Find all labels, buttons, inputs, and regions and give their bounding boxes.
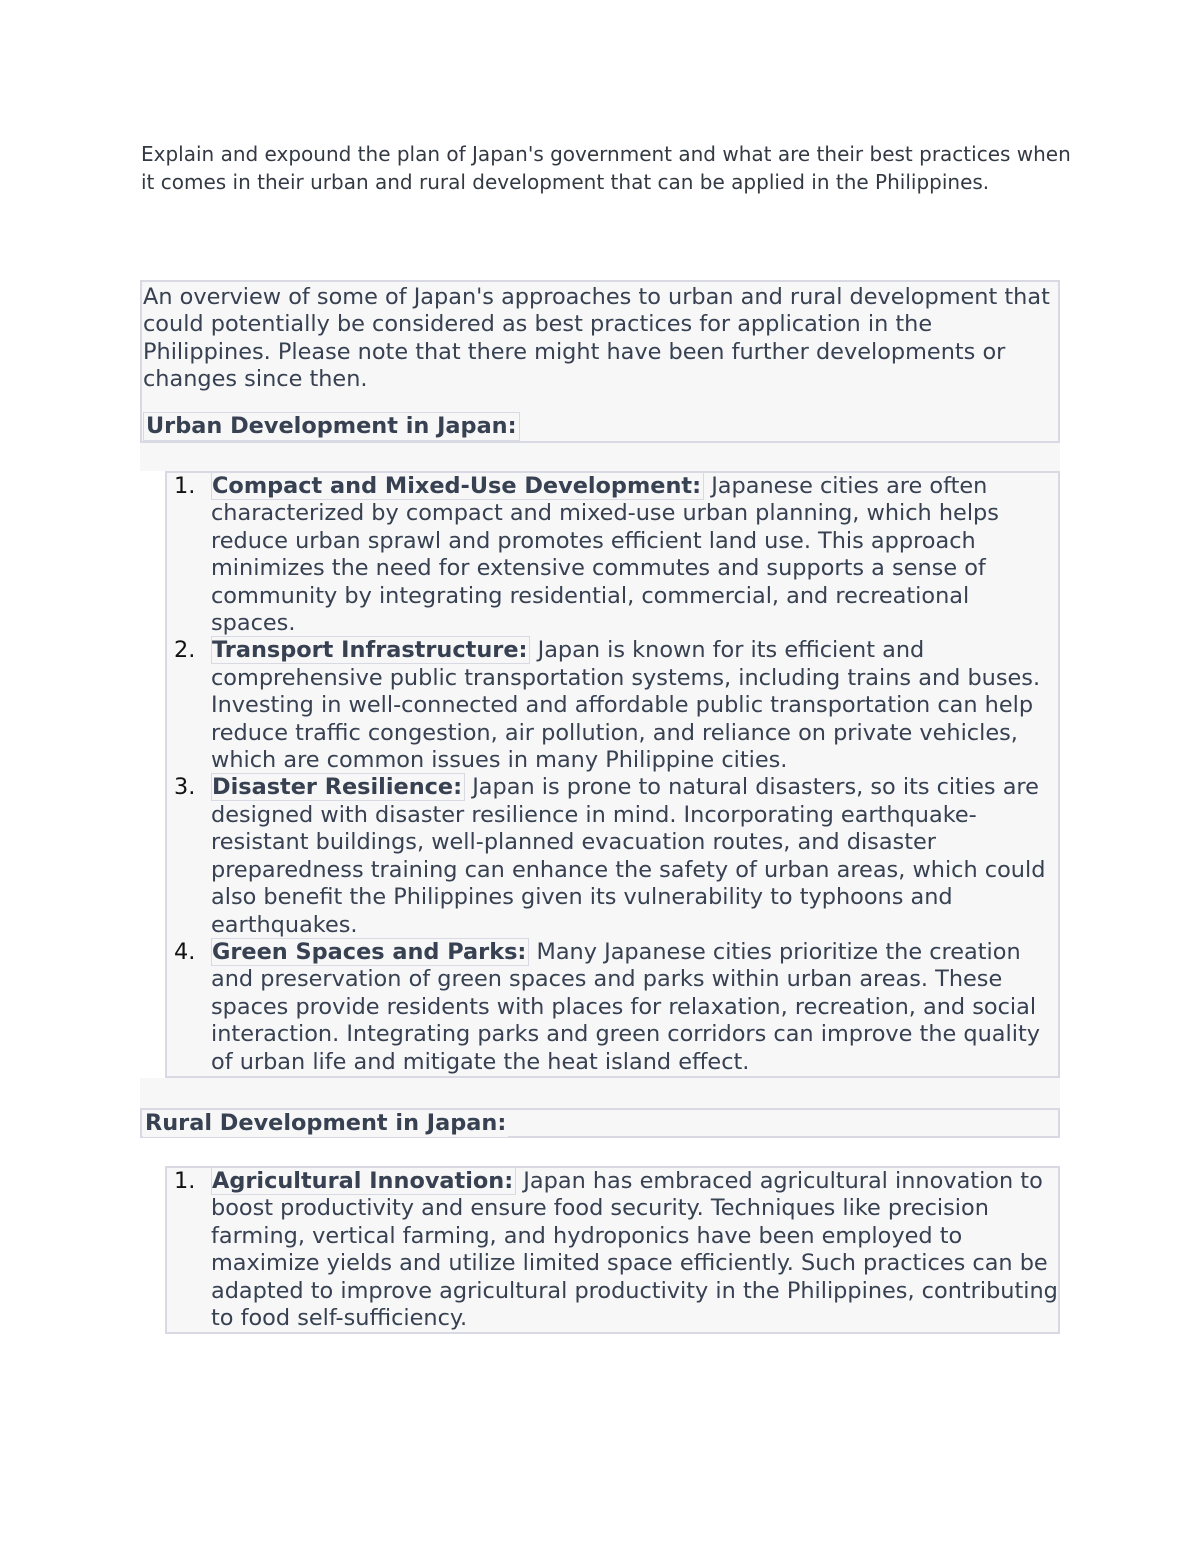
list-item	[211, 774, 1058, 938]
item-title: Transport Infrastructure:	[211, 636, 530, 664]
item-title: Green Spaces and Parks:	[211, 938, 529, 966]
item-text: Japan has embraced agricultural innovation to boost productivity and ensure food security. Techniques like precision farming, vertical farming, and hydroponics have been employed to maximize yields and utilize limited space efficiently. Such practices can be adapted to improve agricultural productivity in the Philippines, contributing to food self-sufficiency.	[211, 1167, 1058, 1331]
rural-heading-box	[140, 1108, 1060, 1138]
list-item	[211, 637, 1058, 774]
urban-list-wrap	[165, 471, 1060, 1078]
rural-list-wrap	[165, 1166, 1060, 1334]
spacer	[140, 1138, 1060, 1166]
question-text: Explain and expound the plan of Japan's government and what are their best practices when it comes in their urban and rural development that can be applied in the Philippines.	[141, 142, 1071, 194]
answer-block	[140, 280, 1060, 1334]
item-text: Many Japanese cities prioritize the creation and preservation of green spaces and parks within urban areas. These spaces provide residents with places for relaxation, recreation, and social interaction. Integrating parks and green corridors can improve the quality of urban life and mitigate the heat island effect.	[211, 938, 1040, 1075]
item-title: Compact and Mixed-Use Development:	[211, 472, 704, 500]
item-title: Agricultural Innovation:	[211, 1167, 516, 1195]
list-item	[211, 473, 1058, 637]
list-item	[211, 939, 1058, 1076]
intro-box	[140, 280, 1060, 443]
item-text: Japanese cities are often characterized by compact and mixed-use urban planning, which helps reduce urban sprawl and promotes efficient land use. This approach minimizes the need for extensive commutes and supports a sense of community by integrating residential, commercial, and recreational spaces.	[211, 473, 999, 637]
item-title: Disaster Resilience:	[211, 773, 465, 801]
item-text: Japan is known for its efficient and comprehensive public transportation systems, including trains and buses. Investing in well-connected and affordable public transportation can help reduce traffic congestion, air pollution, and reliance on private vehicles, which are common issues in many Philippine cities.	[211, 637, 1041, 774]
urban-list	[165, 471, 1060, 1078]
urban-heading: Urban Development in Japan:	[143, 412, 520, 441]
intro-text: An overview of some of Japan's approaches to urban and rural development that could potentially be considered as best practices for application in the Philippines. Please note that there might have been further developments or changes since then.	[143, 284, 1050, 393]
spacer	[140, 1078, 1060, 1108]
rural-list	[165, 1166, 1060, 1334]
list-item	[211, 1168, 1058, 1332]
item-text: Japan is prone to natural disasters, so its cities are designed with disaster resilience in mind. Incorporating earthquake-resistant buildings, well-planned evacuation routes, and disaster preparedness training can enhance the safety of urban areas, which could also benefit the Philippines given its vulnerability to typhoons and earthquakes.	[211, 774, 1046, 938]
spacer	[140, 443, 1060, 471]
rural-heading: Rural Development in Japan:	[145, 1109, 507, 1136]
